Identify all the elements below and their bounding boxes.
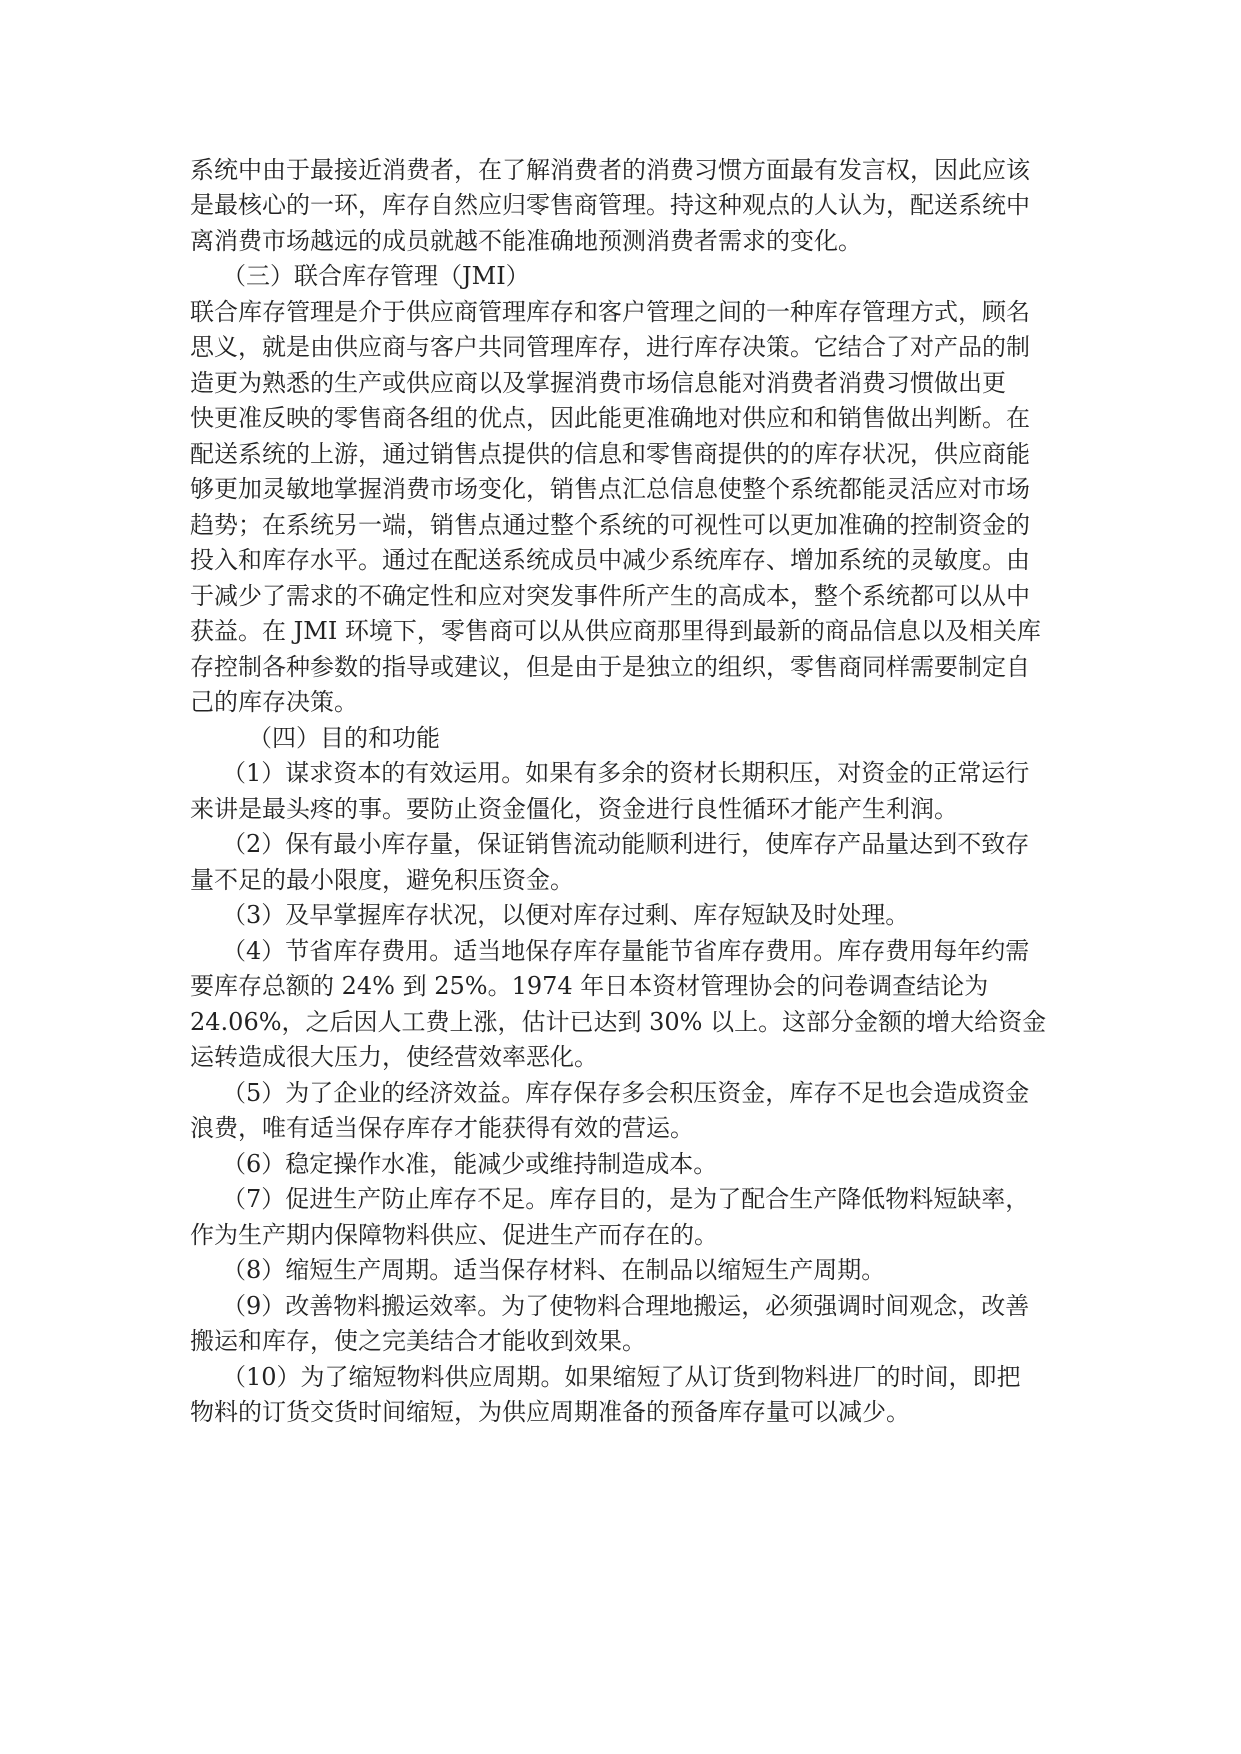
text-line: 离消费市场越远的成员就越不能准确地预测消费者需求的变化。 — [190, 227, 862, 255]
list-item: （10）为了缩短物料供应周期。如果缩短了从订货到物料进厂的时间，即把 — [222, 1363, 1021, 1391]
text-line: 造更为熟悉的生产或供应商以及掌握消费市场信息能对消费者消费习惯做出更 — [190, 369, 1006, 397]
section-heading-jmi: （三）联合库存管理（JMI） — [222, 262, 530, 290]
text-line: 趋势；在系统另一端，销售点通过整个系统的可视性可以更加准确的控制资金的 — [190, 511, 1030, 539]
text-line: 配送系统的上游，通过销售点提供的信息和零售商提供的的库存状况，供应商能 — [190, 440, 1030, 468]
text-line: 要库存总额的 24% 到 25%。1974 年日本资材管理协会的问卷调查结论为 — [190, 972, 989, 1000]
list-item: （5）为了企业的经济效益。库存保存多会积压资金，库存不足也会造成资金 — [222, 1079, 1030, 1107]
text-line: 思义，就是由供应商与客户共同管理库存，进行库存决策。它结合了对产品的制 — [190, 333, 1030, 361]
text-line: 于减少了需求的不确定性和应对突发事件所产生的高成本，整个系统都可以从中 — [190, 582, 1030, 610]
list-item: （3）及早掌握库存状况，以便对库存过剩、库存短缺及时处理。 — [222, 901, 910, 929]
text-line: 24.06%，之后因人工费上涨，估计已达到 30% 以上。这部分金额的增大给资金 — [190, 1008, 1047, 1036]
list-item: （9）改善物料搬运效率。为了使物料合理地搬运，必须强调时间观念，改善 — [222, 1292, 1030, 1320]
text-line: 量不足的最小限度，避免积压资金。 — [190, 866, 574, 894]
list-item: （8）缩短生产周期。适当保存材料、在制品以缩短生产周期。 — [222, 1256, 886, 1284]
text-line: 系统中由于最接近消费者，在了解消费者的消费习惯方面最有发言权，因此应该 — [190, 156, 1030, 184]
text-line: 存控制各种参数的指导或建议，但是由于是独立的组织，零售商同样需要制定自 — [190, 653, 1030, 681]
text-line: 快更准反映的零售商各组的优点，因此能更准确地对供应和和销售做出判断。在 — [190, 404, 1030, 432]
text-line: 浪费，唯有适当保存库存才能获得有效的营运。 — [190, 1114, 694, 1142]
text-line: 投入和库存水平。通过在配送系统成员中减少系统库存、增加系统的灵敏度。由 — [190, 546, 1030, 574]
text-line: 获益。在 JMI 环境下，零售商可以从供应商那里得到最新的商品信息以及相关库 — [190, 617, 1041, 645]
text-line: 联合库存管理是介于供应商管理库存和客户管理之间的一种库存管理方式，顾名 — [190, 298, 1030, 326]
text-line: 作为生产期内保障物料供应、促进生产而存在的。 — [190, 1221, 718, 1249]
list-item: （7）促进生产防止库存不足。库存目的，是为了配合生产降低物料短缺率， — [222, 1185, 1030, 1213]
list-item: （1）谋求资本的有效运用。如果有多余的资材长期积压，对资金的正常运行 — [222, 759, 1030, 787]
text-line: 来讲是最头疼的事。要防止资金僵化，资金进行良性循环才能产生利润。 — [190, 795, 958, 823]
list-item: （4）节省库存费用。适当地保存库存量能节省库存费用。库存费用每年约需 — [222, 937, 1030, 965]
text-line: 是最核心的一环，库存自然应归零售商管理。持这种观点的人认为，配送系统中 — [190, 191, 1030, 219]
text-line: 搬运和库存，使之完美结合才能收到效果。 — [190, 1327, 646, 1355]
list-item: （2）保有最小库存量，保证销售流动能顺利进行，使库存产品量达到不致存 — [222, 830, 1030, 858]
text-line: 够更加灵敏地掌握消费市场变化，销售点汇总信息使整个系统都能灵活应对市场 — [190, 475, 1030, 503]
text-line: 己的库存决策。 — [190, 688, 358, 716]
list-item: （6）稳定操作水准，能减少或维持制造成本。 — [222, 1150, 718, 1178]
section-heading-purpose: （四）目的和功能 — [248, 724, 440, 752]
text-line: 物料的订货交货时间缩短，为供应周期准备的预备库存量可以减少。 — [190, 1398, 910, 1426]
text-line: 运转造成很大压力，使经营效率恶化。 — [190, 1043, 598, 1071]
